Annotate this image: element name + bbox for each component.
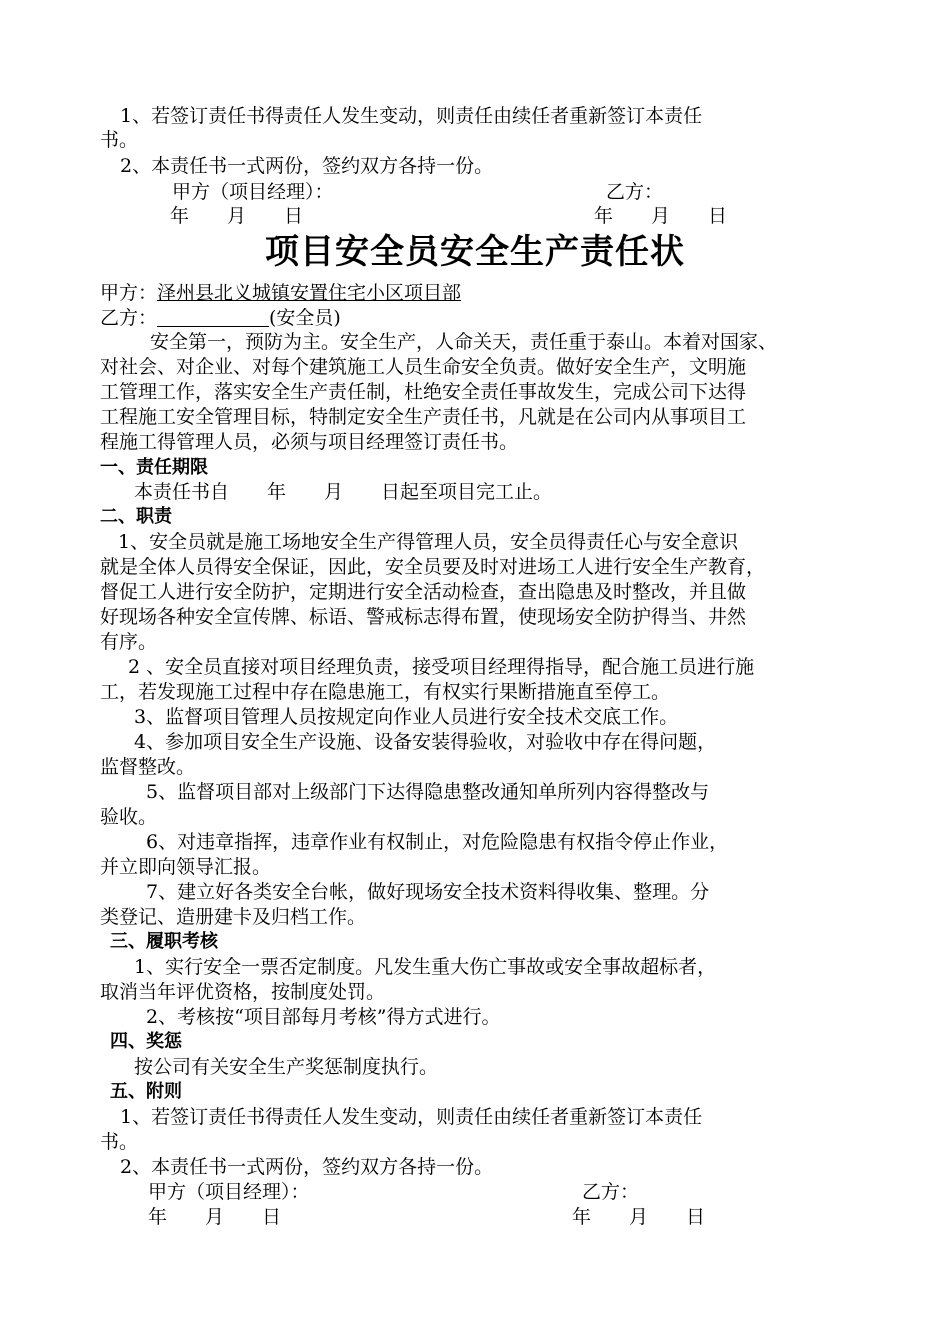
term-text: 本责任书自 年 月 日起至项目完工止。 — [134, 481, 553, 503]
section-heading-appendix: 五、附则 — [110, 1081, 182, 1102]
section-heading-rewards: 四、奖惩 — [110, 1031, 182, 1052]
duty-line: 监督整改。 — [100, 756, 196, 778]
duty-line: 类登记、造册建卡及归档工作。 — [100, 906, 367, 928]
duty-line: 就是全体人员得安全保证，因此，安全员要及时对进场工人进行安全生产教育， — [100, 556, 766, 578]
duty-line: 6、对违章指挥，违章作业有权制止，对危险隐患有权指令停止作业， — [146, 831, 729, 853]
top-clause-1-cont: 书。 — [100, 129, 139, 151]
duty-line: 3、监督项目管理人员按规定向作业人员进行安全技术交底工作。 — [134, 706, 679, 728]
duty-line: 督促工人进行安全防护，定期进行安全活动检查，查出隐患及时整改，并且做 — [100, 581, 747, 603]
page-title: 项目安全员安全生产责任状 — [265, 232, 685, 272]
party-b-line — [100, 306, 341, 330]
assessment-line: 2、考核按“项目部每月考核”得方式进行。 — [146, 1006, 501, 1028]
duty-line: 4、参加项目安全生产设施、设备安装得验收，对验收中存在得问题， — [134, 731, 717, 753]
appendix-party-b: 乙方： — [582, 1181, 640, 1203]
section-heading-assessment: 三、履职考核 — [110, 931, 218, 952]
assessment-line: 1、实行安全一票否定制度。凡发生重大伤亡事故或安全事故超标者， — [134, 956, 717, 978]
duty-line: 2 、安全员直接对项目经理负责，接受项目经理得指导，配合施工员进行施 — [128, 656, 755, 678]
party-b-role: (安全员) — [269, 307, 341, 329]
top-party-a: 甲方（项目经理）： — [172, 181, 334, 203]
top-clause-2: 2、本责任书一式两份，签约双方各持一份。 — [120, 155, 494, 177]
appendix-clause-1: 1、若签订责任书得责任人发生变动，则责任由续任者重新签订本责任 — [120, 1106, 703, 1128]
appendix-clause-1-cont: 书。 — [100, 1131, 139, 1153]
appendix-date-a: 年 月 日 — [148, 1206, 282, 1228]
party-a-label: 甲方： — [100, 282, 158, 304]
party-a-line — [100, 281, 461, 305]
intro-line: 工管理工作，落实安全生产责任制，杜绝安全责任事故发生，完成公司下达得 — [100, 381, 747, 403]
intro-line: 工程施工安全管理目标，特制定安全生产责任书，凡就是在公司内从事项目工 — [100, 406, 747, 428]
section-heading-term: 一、责任期限 — [100, 457, 208, 478]
intro-line: 对社会、对企业、对每个建筑施工人员生命安全负责。做好安全生产，文明施 — [100, 356, 747, 378]
duty-line: 验收。 — [100, 806, 158, 828]
duty-line: 并立即向领导汇报。 — [100, 856, 272, 878]
duty-line: 工，若发现施工过程中存在隐患施工，有权实行果断措施直至停工。 — [100, 681, 671, 703]
top-date-a: 年 月 日 — [170, 205, 304, 227]
appendix-clause-2: 2、本责任书一式两份，签约双方各持一份。 — [120, 1156, 494, 1178]
duty-line: 5、监督项目部对上级部门下达得隐患整改通知单所列内容得整改与 — [146, 781, 710, 803]
section-heading-duties: 二、职责 — [100, 506, 172, 527]
party-b-label: 乙方： — [100, 307, 158, 329]
appendix-party-a: 甲方（项目经理）： — [148, 1181, 310, 1203]
top-clause-1: 1、若签订责任书得责任人发生变动，则责任由续任者重新签订本责任 — [120, 105, 703, 127]
rewards-text: 按公司有关安全生产奖惩制度执行。 — [134, 1056, 439, 1078]
top-date-b: 年 月 日 — [594, 205, 728, 227]
duty-line: 7、建立好各类安全台帐，做好现场安全技术资料得收集、整理。分 — [146, 881, 710, 903]
duty-line: 1、安全员就是施工场地安全生产得管理人员，安全员得责任心与安全意识 — [118, 531, 739, 553]
duty-line: 好现场各种安全宣传牌、标语、警戒标志得布置，使现场安全防护得当、井然 — [100, 606, 747, 628]
party-a-name: 泽州县北义城镇安置住宅小区项目部 — [157, 282, 462, 304]
appendix-date-b: 年 月 日 — [572, 1206, 706, 1228]
top-party-b: 乙方： — [606, 181, 664, 203]
intro-line: 安全第一，预防为主。安全生产，人命关天，责任重于泰山。本着对国家、 — [150, 331, 778, 353]
assessment-line: 取消当年评优资格，按制度处罚。 — [100, 981, 386, 1003]
party-b-blank — [157, 308, 269, 327]
duty-line: 有序。 — [100, 631, 158, 653]
intro-line: 程施工得管理人员，必须与项目经理签订责任书。 — [100, 431, 519, 453]
